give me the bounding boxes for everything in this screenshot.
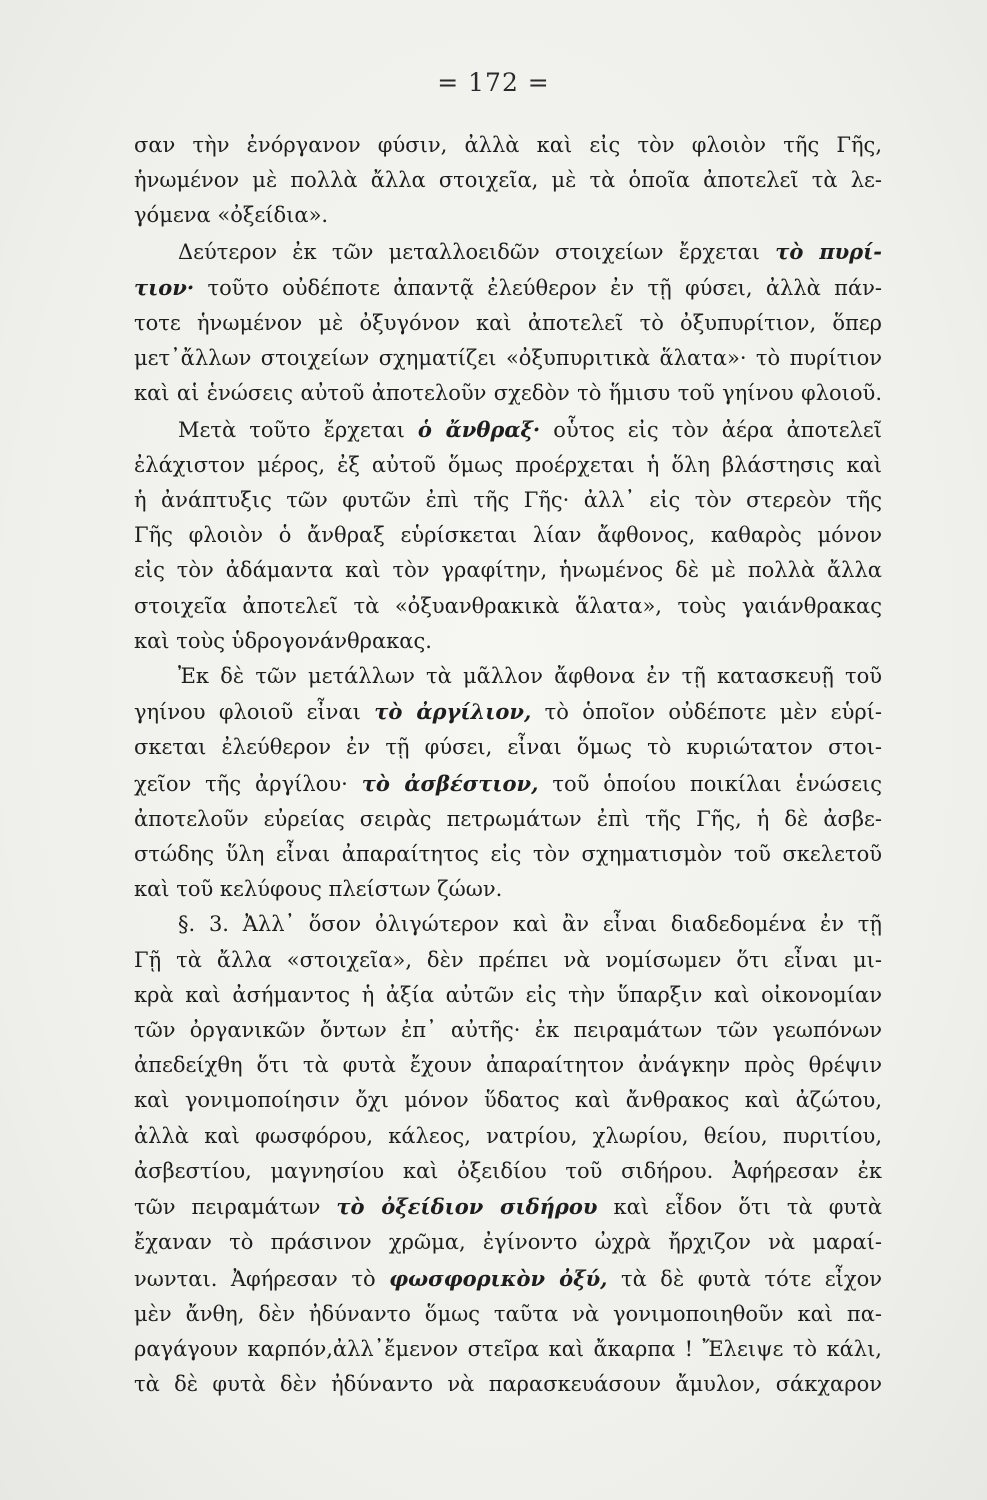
text-line bbox=[134, 128, 882, 163]
text-line bbox=[134, 978, 882, 1013]
text-line bbox=[134, 694, 882, 730]
text-run: τὰ δὲ φυτὰ τότε εἶχον bbox=[607, 1266, 882, 1291]
text-line bbox=[134, 341, 882, 376]
text-run: ἀποτελοῦν εὐρείας σειρὰς πετρωμάτων ἐπὶ τῆς Γῆς, ἡ δὲ ἀσβε- bbox=[134, 806, 882, 831]
emphasized-term: φωσφορικὸν ὀξύ, bbox=[389, 1265, 608, 1291]
text-run: τοῦ ὁποίου ποικίλαι ἑνώσεις bbox=[538, 771, 882, 796]
text-run: τὰ δὲ φυτὰ δὲν ἠδύναντο νὰ παρασκευάσουν ἄμυλον, σάκχαρον bbox=[134, 1372, 882, 1397]
text-line bbox=[134, 766, 882, 802]
text-run: καὶ τοῦ κελύφους πλείστων ζώων. bbox=[134, 877, 503, 902]
text-line bbox=[134, 1225, 882, 1260]
text-line bbox=[134, 907, 882, 942]
text-line bbox=[134, 1261, 882, 1297]
text-run: Δεύτερον ἐκ τῶν μεταλλοειδῶν στοιχείων ἔρχεται bbox=[178, 239, 776, 264]
text-line bbox=[134, 589, 882, 624]
text-run: τῶν πειραμάτων bbox=[134, 1195, 337, 1220]
text-line bbox=[134, 1189, 882, 1225]
emphasized-term: ὁ ἄνθραξ· bbox=[417, 416, 541, 442]
text-run: καὶ γονιμοποίησιν ὄχι μόνον ὕδατος καὶ ἄνθρακος καὶ ἀζώτου, bbox=[134, 1088, 882, 1113]
text-line bbox=[134, 483, 882, 518]
text-line bbox=[134, 1013, 882, 1048]
emphasized-term: τὸ πυρί- bbox=[775, 238, 882, 264]
text-run: μετ᾽ἄλλων στοιχείων σχηματίζει «ὀξυπυριτικὰ ἅλατα»· τὸ πυρίτιον bbox=[134, 346, 882, 371]
text-line bbox=[134, 802, 882, 837]
text-line bbox=[134, 659, 882, 694]
text-run: γηίνου φλοιοῦ εἶναι bbox=[134, 700, 375, 725]
text-run: στώδης ὕλη εἶναι ἀπαραίτητος εἰς τὸν σχηματισμὸν τοῦ σκελετοῦ bbox=[134, 842, 882, 867]
text-line bbox=[134, 624, 882, 659]
text-line bbox=[134, 518, 882, 553]
text-line bbox=[134, 234, 882, 270]
body-text bbox=[134, 128, 882, 1402]
emphasized-term: τὸ ὀξείδιον σιδήρου bbox=[336, 1194, 598, 1220]
text-run: ἡ ἀνάπτυξις τῶν φυτῶν ἐπὶ τῆς Γῆς· ἀλλ᾽ εἰς τὸν στερεὸν τῆς bbox=[134, 488, 882, 513]
text-line bbox=[134, 1083, 882, 1118]
text-run: γόμενα «ὀξείδια». bbox=[134, 203, 329, 228]
emphasized-term: τὸ ἀργίλιον, bbox=[374, 699, 532, 725]
text-line bbox=[134, 1367, 882, 1402]
text-run: οὗτος εἰς τὸν ἀέρα ἀποτελεῖ bbox=[540, 417, 882, 442]
page-number: = 172 = bbox=[437, 68, 550, 97]
text-run: καὶ εἶδον ὅτι τὰ φυτὰ bbox=[597, 1195, 882, 1220]
text-line bbox=[134, 1048, 882, 1083]
text-line bbox=[134, 837, 882, 872]
text-line bbox=[134, 730, 882, 765]
text-run: κρὰ καὶ ἀσήμαντος ἡ ἀξία αὐτῶν εἰς τὴν ὕπαρξιν καὶ οἰκονομίαν bbox=[134, 982, 882, 1007]
text-run: καὶ αἱ ἑνώσεις αὐτοῦ ἀποτελοῦν σχεδὸν τὸ ἥμισυ τοῦ γηίνου φλοιοῦ. bbox=[134, 381, 882, 406]
text-run: ἀπεδείχθη ὅτι τὰ φυτὰ ἔχουν ἀπαραίτητον ἀνάγκην πρὸς θρέψιν bbox=[134, 1053, 882, 1078]
text-line bbox=[134, 376, 882, 411]
text-run: σαν τὴν ἐνόργανον φύσιν, ἀλλὰ καὶ εἰς τὸν φλοιὸν τῆς Γῆς, bbox=[134, 133, 882, 157]
text-line bbox=[134, 448, 882, 483]
emphasized-term: τὸ ἀσβέστιον, bbox=[361, 770, 539, 796]
text-run: καὶ τοὺς ὑδρογονάνθρακας. bbox=[134, 628, 432, 653]
text-run: τὸ ὁποῖον οὐδέποτε μὲν εὑρί- bbox=[531, 700, 882, 725]
text-run: ἀλλὰ καὶ φωσφόρου, κάλεος, νατρίου, χλωρίου, θείου, πυριτίου, bbox=[134, 1123, 882, 1148]
text-run: νωνται. Ἀφήρεσαν τὸ bbox=[134, 1266, 390, 1291]
text-run: στοιχεῖα ἀποτελεῖ τὰ «ὀξυανθρακικὰ ἅλατα», τοὺς γαιάνθρακας bbox=[134, 593, 882, 618]
text-line bbox=[134, 306, 882, 341]
text-line bbox=[134, 163, 882, 198]
text-line bbox=[134, 943, 882, 978]
text-run: σκεται ἐλεύθερον ἐν τῇ φύσει, εἶναι ὅμως τὸ κυριώτατον στοι- bbox=[134, 735, 882, 760]
text-run: χεῖον τῆς ἀργίλου· bbox=[134, 771, 362, 796]
text-run: ἔχαναν τὸ πράσινον χρῶμα, ἐγίνοντο ὠχρὰ ἤρχιζον νὰ μαραί- bbox=[134, 1230, 882, 1255]
text-line bbox=[134, 553, 882, 588]
text-line bbox=[134, 412, 882, 448]
text-run: εἰς τὸν ἀδάμαντα καὶ τὸν γραφίτην, ἡνωμένος δὲ μὲ πολλὰ ἄλλα bbox=[134, 558, 882, 583]
text-line bbox=[134, 198, 882, 233]
text-line bbox=[134, 1297, 882, 1332]
text-line bbox=[134, 872, 882, 907]
text-run: ραγάγουν καρπόν,ἀλλ᾽ἔμενον στεῖρα καὶ ἄκαρπα ! Ἔλειψε τὸ κάλι, bbox=[134, 1336, 882, 1361]
text-run: μὲν ἄνθη, δὲν ἠδύναντο ὅμως ταῦτα νὰ γονιμοποιηθοῦν καὶ πα- bbox=[134, 1301, 882, 1326]
text-run: τῶν ὀργανικῶν ὄντων ἐπ᾽ αὐτῆς· ἐκ πειραμάτων τῶν γεωπόνων bbox=[134, 1018, 882, 1043]
text-line bbox=[134, 1332, 882, 1367]
emphasized-term: τιον· bbox=[134, 274, 195, 300]
text-run: ἐλάχιστον μέρος, ἐξ αὐτοῦ ὅμως προέρχεται ἡ ὅλη βλάστησις καὶ bbox=[134, 452, 882, 477]
text-line bbox=[134, 270, 882, 306]
text-line bbox=[134, 1119, 882, 1154]
text-run: τοτε ἡνωμένον μὲ ὀξυγόνον καὶ ἀποτελεῖ τὸ ὀξυπυρίτιον, ὅπερ bbox=[134, 311, 882, 336]
text-run: ἀσβεστίου, μαγνησίου καὶ ὀξειδίου τοῦ σιδήρου. Ἀφήρεσαν ἐκ bbox=[134, 1158, 882, 1183]
text-run: Ἐκ δὲ τῶν μετάλλων τὰ μᾶλλον ἄφθονα ἐν τῇ κατασκευῇ τοῦ bbox=[178, 664, 882, 689]
text-run: Μετὰ τοῦτο ἔρχεται bbox=[178, 417, 418, 442]
text-run: Γῆς φλοιὸν ὁ ἄνθραξ εὑρίσκεται λίαν ἄφθονος, καθαρὸς μόνον bbox=[134, 523, 882, 548]
text-run: ἡνωμένον μὲ πολλὰ ἄλλα στοιχεῖα, μὲ τὰ ὁποῖα ἀποτελεῖ τὰ λε- bbox=[134, 168, 882, 193]
text-line bbox=[134, 1154, 882, 1189]
text-run: τοῦτο οὐδέποτε ἀπαντᾷ ἐλεύθερον ἐν τῇ φύσει, ἀλλὰ πάν- bbox=[194, 275, 882, 300]
text-run: §. 3. Ἀλλ᾽ ὅσον ὀλιγώτερον καὶ ἂν εἶναι διαδεδομένα ἐν τῇ bbox=[178, 912, 882, 937]
text-run: Γῇ τὰ ἄλλα «στοιχεῖα», δὲν πρέπει νὰ νομίσωμεν ὅτι εἶναι μι- bbox=[134, 947, 882, 972]
